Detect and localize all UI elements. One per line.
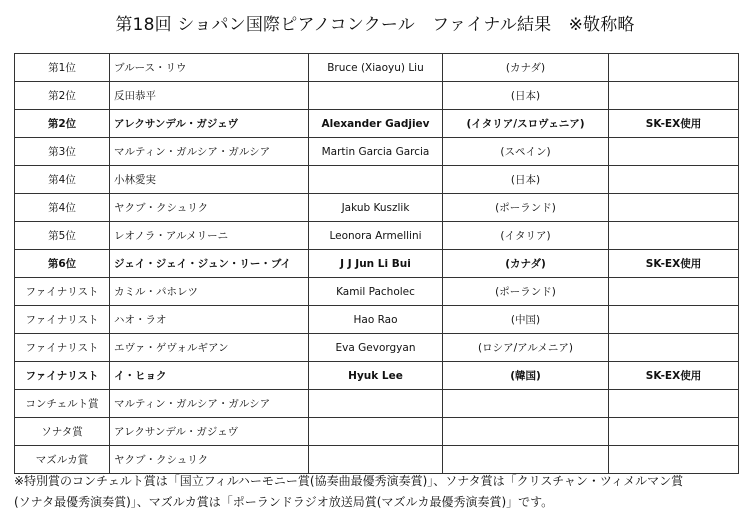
name-en-cell [309,166,443,194]
note-cell [609,390,739,418]
table-row [15,250,739,278]
table-row [15,138,739,166]
note-cell: SK-EX使用 [609,362,739,390]
name-jp-cell: エヴァ・ゲヴォルギアン [110,334,309,362]
rank-cell: コンチェルト賞 [15,390,110,418]
country-cell: (カナダ) [443,54,609,82]
name-en-cell: Leonora Armellini [309,222,443,250]
rank-cell: ファイナリスト [15,278,110,306]
note-cell [609,82,739,110]
note-cell [609,306,739,334]
page-title: 第18回 ショパン国際ピアノコンクール ファイナル結果 ※敬称略 [115,15,635,35]
country-cell: (日本) [443,82,609,110]
country-cell: (日本) [443,166,609,194]
note-cell [609,278,739,306]
country-cell: (カナダ) [443,250,609,278]
name-en-cell: Hao Rao [309,306,443,334]
rank-cell: 第4位 [15,166,110,194]
name-jp-cell: 反田恭平 [110,82,309,110]
table-row [15,54,739,82]
rank-cell: マズルカ賞 [15,446,110,474]
note-cell [609,194,739,222]
rank-cell: ソナタ賞 [15,418,110,446]
note-cell [609,54,739,82]
rank-cell: 第5位 [15,222,110,250]
name-en-cell: Hyuk Lee [309,362,443,390]
table-row [15,194,739,222]
table-row [15,278,739,306]
table-row [15,362,739,390]
table-row [15,334,739,362]
country-cell: (中国) [443,306,609,334]
country-cell: (イタリア/スロヴェニア) [443,110,609,138]
name-jp-cell: ジェイ・ジェイ・ジュン・リー・ブイ [110,250,309,278]
country-cell [443,390,609,418]
results-table [14,53,739,474]
name-jp-cell: マルティン・ガルシア・ガルシア [110,390,309,418]
country-cell: (スペイン) [443,138,609,166]
rank-cell: 第3位 [15,138,110,166]
country-cell: (ロシア/アルメニア) [443,334,609,362]
country-cell: (ポーランド) [443,194,609,222]
note-cell [609,334,739,362]
name-en-cell [309,446,443,474]
note-cell [609,166,739,194]
name-jp-cell: マルティン・ガルシア・ガルシア [110,138,309,166]
note-cell [609,138,739,166]
name-en-cell: Jakub Kuszlik [309,194,443,222]
name-jp-cell: 小林愛実 [110,166,309,194]
name-en-cell: Bruce (Xiaoyu) Liu [309,54,443,82]
country-cell: (韓国) [443,362,609,390]
name-jp-cell: ヤクブ・クシュリク [110,446,309,474]
name-jp-cell: イ・ヒョク [110,362,309,390]
rank-cell: 第2位 [15,110,110,138]
name-en-cell: Alexander Gadjiev [309,110,443,138]
rank-cell: 第2位 [15,82,110,110]
rank-cell: ファイナリスト [15,362,110,390]
footnote-line: (ソナタ最優秀演奏賞)」、マズルカ賞は「ポーランドラジオ放送局賞(マズルカ最優秀演奏賞)」です。 [14,495,554,509]
table-row [15,82,739,110]
note-cell: SK-EX使用 [609,110,739,138]
rank-cell: 第4位 [15,194,110,222]
note-cell [609,418,739,446]
name-en-cell [309,82,443,110]
rank-cell: 第6位 [15,250,110,278]
name-en-cell [309,418,443,446]
results-table-body [15,54,739,474]
footnote [14,471,744,513]
table-row [15,390,739,418]
footnote-line: ※特別賞のコンチェルト賞は「国立フィルハーモニー賞(協奏曲最優秀演奏賞)」、ソナタ賞は「クリスチャン・ツィメルマン賞 [14,474,684,488]
name-en-cell: J J Jun Li Bui [309,250,443,278]
country-cell [443,446,609,474]
name-jp-cell: ハオ・ラオ [110,306,309,334]
note-cell: SK-EX使用 [609,250,739,278]
table-row [15,418,739,446]
name-en-cell: Eva Gevorgyan [309,334,443,362]
country-cell: (ポーランド) [443,278,609,306]
table-row [15,446,739,474]
country-cell: (イタリア) [443,222,609,250]
table-row [15,222,739,250]
note-cell [609,446,739,474]
table-row [15,306,739,334]
table-row [15,110,739,138]
rank-cell: ファイナリスト [15,306,110,334]
name-en-cell [309,390,443,418]
name-jp-cell: ヤクブ・クシュリク [110,194,309,222]
name-jp-cell: ブルース・リウ [110,54,309,82]
rank-cell: 第1位 [15,54,110,82]
name-jp-cell: アレクサンデル・ガジェヴ [110,418,309,446]
name-jp-cell: カミル・パホレツ [110,278,309,306]
note-cell [609,222,739,250]
table-row [15,166,739,194]
name-jp-cell: アレクサンデル・ガジェヴ [110,110,309,138]
country-cell [443,418,609,446]
rank-cell: ファイナリスト [15,334,110,362]
name-jp-cell: レオノラ・アルメリーニ [110,222,309,250]
name-en-cell: Kamil Pacholec [309,278,443,306]
name-en-cell: Martin Garcia Garcia [309,138,443,166]
